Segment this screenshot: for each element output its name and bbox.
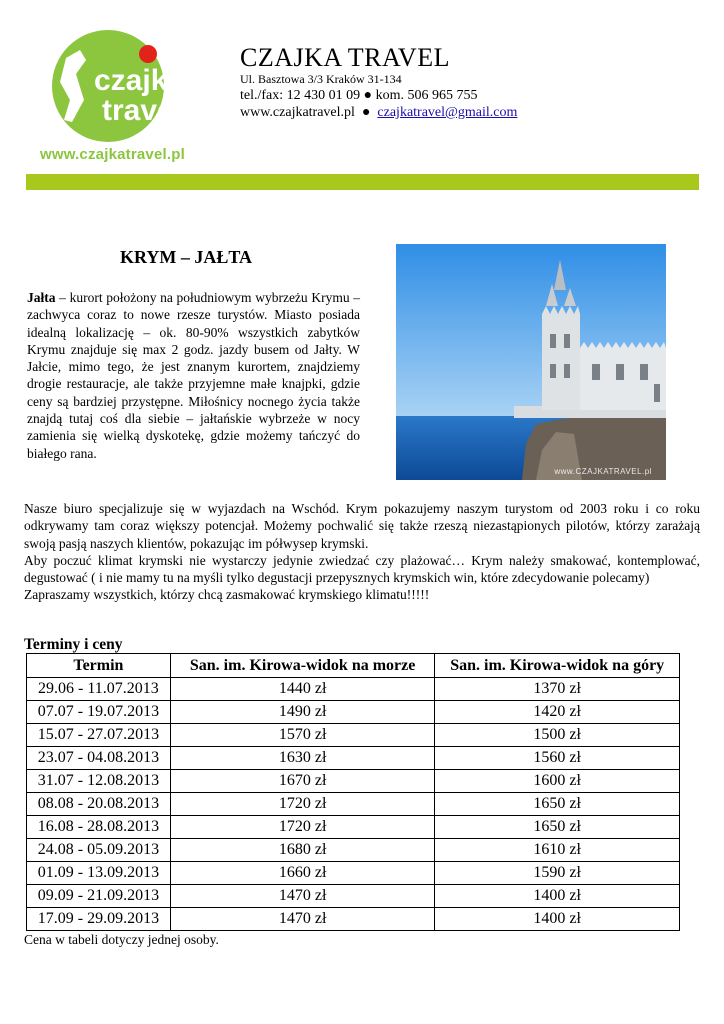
sea-view-price-cell: 1490 zł — [170, 701, 435, 724]
intro-text: – kurort położony na południowym wybrzeżu Krymu – zachwyca coraz to nowe rzesze turystów. Miasto posiada idealną lokalizację – ok. 80-90% wszystkich zabytków Krymu znajduje się max 2 godz. jazdy busem od Jałty. W Jałcie, mimo tego, że jest znanym kurortem, znajdziemy drogie restauracje, ale także przyjemne małe knajpki, gdzie ceny są bardziej przystępne. Miłośnicy nocnego życia także znajdą tutaj coś dla siebie – jałtańskie wybrzeże w nocy zamienia się wielką dyskotekę, gdzie możemy tańczyć do białego rana. — [27, 290, 360, 461]
sea-view-price-cell: 1670 zł — [170, 770, 435, 793]
sea-view-price-cell: 1570 zł — [170, 724, 435, 747]
body-text — [24, 500, 700, 604]
mountain-view-price-cell: 1650 zł — [435, 816, 680, 839]
column-header-term: Termin — [27, 654, 171, 678]
table-row — [27, 908, 680, 931]
page-title: KRYM – JAŁTA — [120, 247, 253, 267]
intro-bold: Jałta — [27, 290, 56, 305]
body-paragraph-2: Aby poczuć klimat krymski nie wystarczy jedynie zwiedzać czy plażować… Krym należy smakować, kontemplować, degustować ( i nie mamy tu na myśli tylko degustacji przepysznych krymskich win, które zdecydowanie polecamy) — [24, 552, 700, 586]
prices-heading: Terminy i ceny — [24, 636, 123, 653]
table-row — [27, 885, 680, 908]
price-note: Cena w tabeli dotyczy jednej osoby. — [24, 932, 219, 947]
company-address: Ul. Basztowa 3/3 Kraków 31-134 — [240, 72, 402, 86]
mountain-view-price-cell: 1500 zł — [435, 724, 680, 747]
company-info — [240, 44, 517, 121]
logo-text-2: travel — [102, 94, 183, 127]
company-website: www.czajkatravel.pl — [240, 105, 355, 120]
mountain-view-price-cell: 1650 zł — [435, 793, 680, 816]
body-paragraph-1: Nasze biuro specjalizuje się w wyjazdach na Wschód. Krym pokazujemy naszym turystom od 2003 roku i co roku odkrywamy tam coraz większy potencjał. Możemy pochwalić się także rzeszą niezastąpionych pilotów, którzy zarażają swoją pasją naszych klientów, pokazując im półwysep krymski. — [24, 501, 700, 551]
body-paragraph-3: Zapraszamy wszystkich, którzy chcą zasmakować krymskiego klimatu!!!!! — [24, 587, 430, 603]
term-cell: 08.08 - 20.08.2013 — [27, 793, 171, 816]
table-header-row — [27, 654, 680, 678]
price-table — [26, 653, 680, 931]
mountain-view-price-cell: 1610 zł — [435, 839, 680, 862]
sea-view-price-cell: 1720 zł — [170, 816, 435, 839]
table-row — [27, 701, 680, 724]
table-row — [27, 816, 680, 839]
sea-view-price-cell: 1660 zł — [170, 862, 435, 885]
table-row — [27, 839, 680, 862]
photo-watermark: www.CZAJKATRAVEL.pl — [554, 467, 652, 476]
column-header-mountain-view: San. im. Kirowa-widok na góry — [435, 654, 680, 678]
mountain-view-price-cell: 1370 zł — [435, 678, 680, 701]
intro-paragraph — [27, 289, 360, 462]
table-row — [27, 747, 680, 770]
sea-view-price-cell: 1680 zł — [170, 839, 435, 862]
term-cell: 15.07 - 27.07.2013 — [27, 724, 171, 747]
mountain-view-price-cell: 1400 zł — [435, 908, 680, 931]
sea-view-price-cell: 1440 zł — [170, 678, 435, 701]
company-name: CZAJKA TRAVEL — [240, 43, 450, 72]
mountain-view-price-cell: 1560 zł — [435, 747, 680, 770]
separator-dot: ● — [361, 105, 371, 120]
table-row — [27, 770, 680, 793]
mountain-view-price-cell: 1600 zł — [435, 770, 680, 793]
sea-view-price-cell: 1630 zł — [170, 747, 435, 770]
table-row — [27, 678, 680, 701]
logo-url: www.czajkatravel.pl — [40, 146, 185, 163]
term-cell: 23.07 - 04.08.2013 — [27, 747, 171, 770]
term-cell: 31.07 - 12.08.2013 — [27, 770, 171, 793]
term-cell: 17.09 - 29.09.2013 — [27, 908, 171, 931]
logo-graphic — [36, 30, 206, 150]
term-cell: 09.09 - 21.09.2013 — [27, 885, 171, 908]
table-row — [27, 793, 680, 816]
price-table-body — [27, 678, 680, 931]
company-phone: tel./fax: 12 430 01 09 ● kom. 506 965 755 — [240, 88, 478, 103]
mountain-view-price-cell: 1400 zł — [435, 885, 680, 908]
mountain-view-price-cell: 1590 zł — [435, 862, 680, 885]
header-accent-bar — [26, 174, 699, 190]
sea-view-price-cell: 1470 zł — [170, 908, 435, 931]
mountain-view-price-cell: 1420 zł — [435, 701, 680, 724]
castle-photo — [396, 244, 666, 480]
logo-text-1: czajka — [94, 64, 185, 97]
term-cell: 16.08 - 28.08.2013 — [27, 816, 171, 839]
term-cell: 07.07 - 19.07.2013 — [27, 701, 171, 724]
table-row — [27, 862, 680, 885]
term-cell: 24.08 - 05.09.2013 — [27, 839, 171, 862]
table-row — [27, 724, 680, 747]
term-cell: 01.09 - 13.09.2013 — [27, 862, 171, 885]
sea-view-price-cell: 1720 zł — [170, 793, 435, 816]
logo-red-dot — [139, 45, 157, 63]
term-cell: 29.06 - 11.07.2013 — [27, 678, 171, 701]
sea-view-price-cell: 1470 zł — [170, 885, 435, 908]
company-web-line — [240, 104, 517, 121]
company-email-link[interactable]: czajkatravel@gmail.com — [377, 105, 518, 120]
castle-tower — [542, 314, 580, 410]
column-header-sea-view: San. im. Kirowa-widok na morze — [170, 654, 435, 678]
